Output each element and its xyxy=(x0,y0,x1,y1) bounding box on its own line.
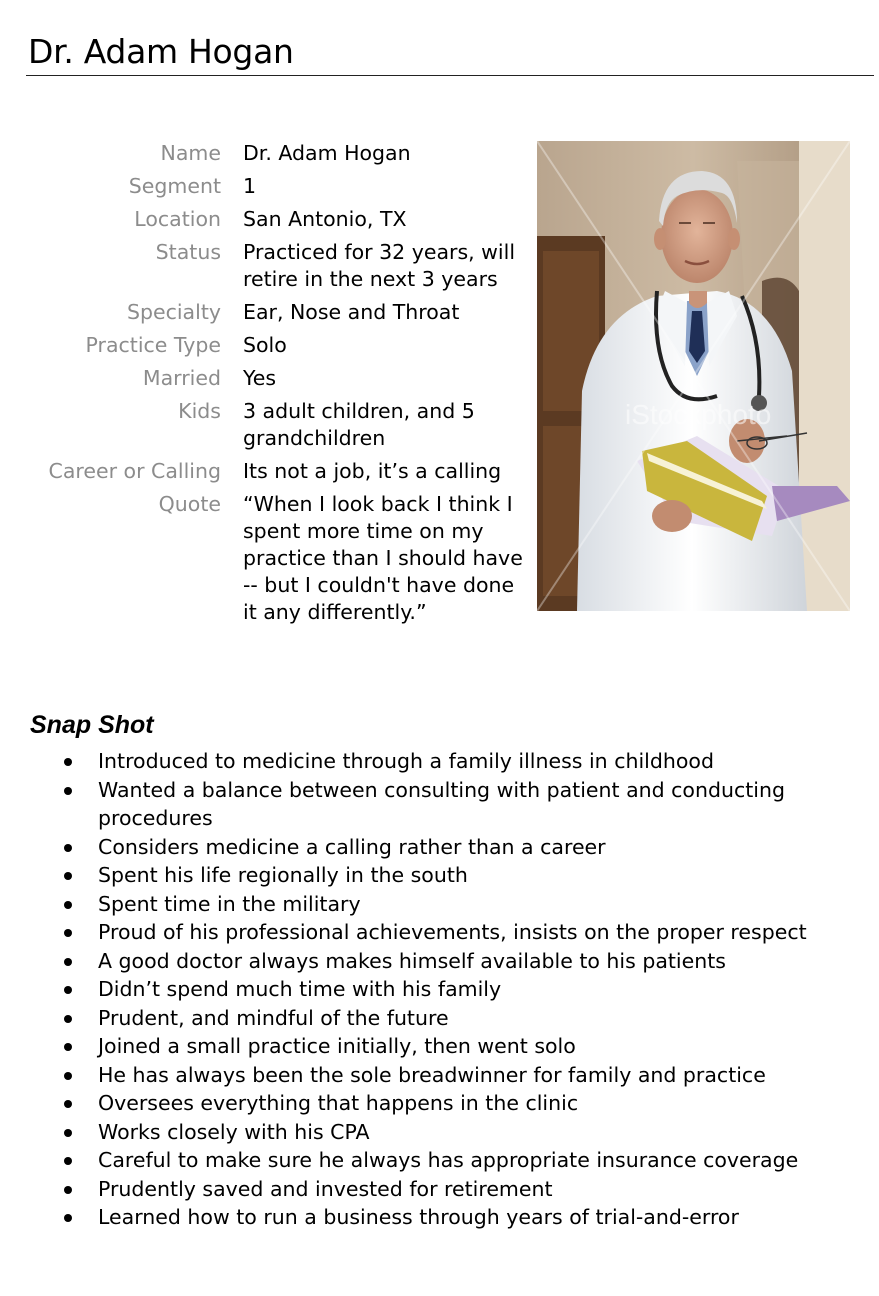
field-value: “When I look back I think I spent more time on my practice than I should have -- but I couldn't have done it any differently.” xyxy=(243,492,523,624)
list-item xyxy=(0,1089,879,1118)
profile-row-status xyxy=(30,239,525,293)
list-item-text: Wanted a balance between consulting with patient and conducting procedures xyxy=(98,777,785,830)
field-value: Practiced for 32 years, will retire in the next 3 years xyxy=(243,240,516,291)
list-item-text: Considers medicine a calling rather than a career xyxy=(98,834,606,859)
field-label: Quote xyxy=(158,492,221,516)
list-item-text: Spent time in the military xyxy=(98,891,361,916)
list-item xyxy=(0,776,879,833)
photo-watermark: iStockphoto xyxy=(625,399,772,430)
page-title: Dr. Adam Hogan xyxy=(28,32,294,71)
bullet-icon xyxy=(64,1100,72,1108)
profile-row-quote xyxy=(30,491,525,626)
list-item xyxy=(0,1061,879,1090)
field-label: Name xyxy=(160,141,221,165)
bullet-icon xyxy=(64,1157,72,1165)
bullet-icon xyxy=(64,787,72,795)
list-item xyxy=(0,1203,879,1232)
list-item-text: Learned how to run a business through years of trial-and-error xyxy=(98,1205,739,1229)
snapshot-heading: Snap Shot xyxy=(30,711,154,739)
list-item xyxy=(0,890,879,919)
list-item xyxy=(0,861,879,890)
list-item xyxy=(0,918,879,947)
list-item xyxy=(0,1004,879,1033)
list-item xyxy=(0,1118,879,1147)
title-divider xyxy=(26,75,874,76)
list-item-text: Careful to make sure he always has appropriate insurance coverage xyxy=(98,1148,799,1172)
bullet-icon xyxy=(64,1015,72,1023)
field-label: Segment xyxy=(128,174,221,198)
bullet-icon xyxy=(64,929,72,937)
list-item xyxy=(0,747,879,776)
field-value: 1 xyxy=(243,174,257,198)
field-value: Solo xyxy=(243,333,287,357)
list-item-text: Introduced to medicine through a family illness in childhood xyxy=(98,749,714,773)
list-item-text: Spent his life regionally in the south xyxy=(98,863,468,887)
list-item-text: Prudent, and mindful of the future xyxy=(98,1005,449,1030)
bullet-icon xyxy=(64,1214,72,1222)
list-item-text: Proud of his professional achievements, insists on the proper respect xyxy=(98,920,807,944)
bullet-icon xyxy=(64,1186,72,1194)
list-item xyxy=(0,1032,879,1061)
profile-row-specialty xyxy=(30,299,525,326)
field-label: Married xyxy=(142,366,221,390)
list-item xyxy=(0,1175,879,1204)
field-value: 3 adult children, and 5 grandchildren xyxy=(243,399,475,450)
bullet-icon xyxy=(64,844,72,852)
profile-row-married xyxy=(30,365,525,392)
field-value: Ear, Nose and Throat xyxy=(243,300,460,324)
bullet-icon xyxy=(64,1043,72,1051)
list-item xyxy=(0,833,879,862)
list-item-text: Joined a small practice initially, then went solo xyxy=(98,1034,576,1058)
field-label: Status xyxy=(155,240,221,264)
bullet-icon xyxy=(64,901,72,909)
snapshot-list xyxy=(0,747,879,1232)
list-item-text: Prudently saved and invested for retirement xyxy=(98,1176,553,1201)
field-label: Kids xyxy=(178,399,221,423)
profile-row-practice-type xyxy=(30,332,525,359)
bullet-icon xyxy=(64,986,72,994)
field-label: Practice Type xyxy=(85,333,221,357)
list-item-text: Works closely with his CPA xyxy=(98,1119,370,1144)
profile-row-location xyxy=(30,206,525,233)
field-value: Its not a job, it’s a calling xyxy=(243,459,502,483)
field-value: Dr. Adam Hogan xyxy=(243,141,411,165)
field-value: San Antonio, TX xyxy=(243,207,407,231)
field-label: Specialty xyxy=(126,300,221,324)
bullet-icon xyxy=(64,872,72,880)
bullet-icon xyxy=(64,1129,72,1137)
doctor-photo xyxy=(537,141,850,611)
list-item-text: He has always been the sole breadwinner for family and practice xyxy=(98,1062,766,1087)
doctor-portrait-image xyxy=(537,141,850,611)
profile-row-kids xyxy=(30,398,525,452)
field-value: Yes xyxy=(243,366,277,390)
list-item-text: Oversees everything that happens in the clinic xyxy=(98,1091,579,1115)
field-label: Career or Calling xyxy=(48,459,221,483)
profile-row-segment xyxy=(30,173,525,200)
list-item xyxy=(0,947,879,976)
bullet-icon xyxy=(64,758,72,766)
list-item xyxy=(0,1146,879,1175)
list-item-text: Didn’t spend much time with his family xyxy=(98,977,502,1001)
list-item-text: A good doctor always makes himself available to his patients xyxy=(98,948,726,973)
bullet-icon xyxy=(64,1072,72,1080)
list-item xyxy=(0,975,879,1004)
field-label: Location xyxy=(134,207,221,231)
profile-row-name xyxy=(30,140,525,167)
bullet-icon xyxy=(64,958,72,966)
profile-row-career-or-calling xyxy=(30,458,525,485)
profile-table xyxy=(30,140,525,632)
